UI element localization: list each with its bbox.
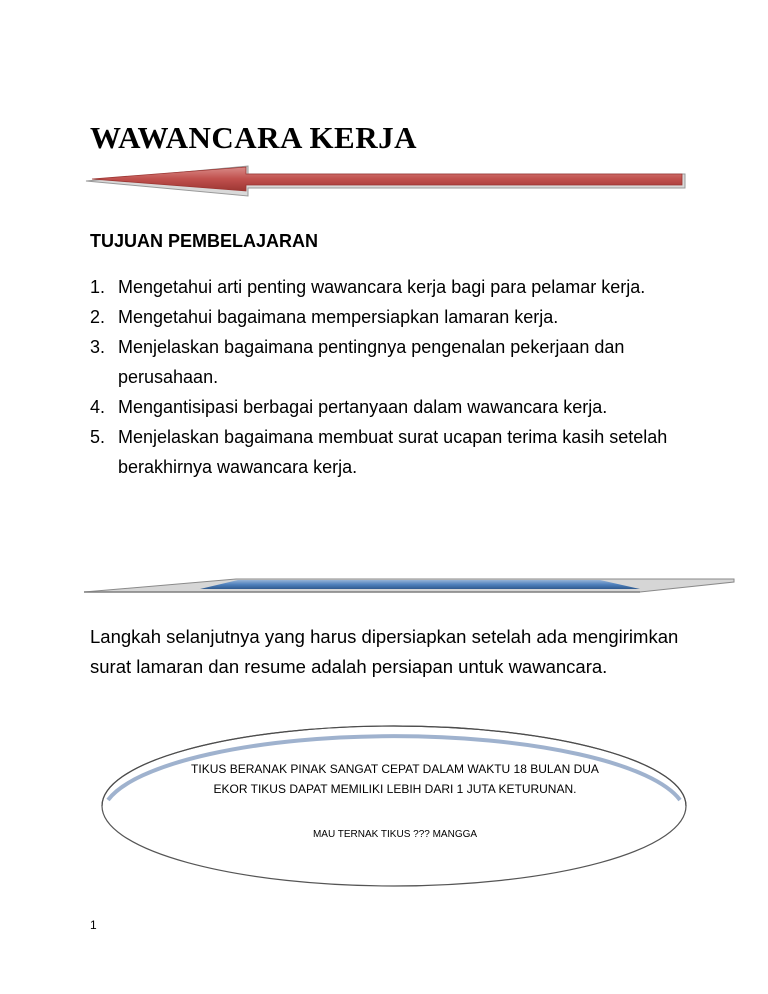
callout-subtext: MAU TERNAK TIKUS ??? MANGGA (312, 829, 478, 840)
intro-paragraph: Langkah selanjutnya yang harus dipersiapkan setelah ada mengirimkan surat lamaran dan resume adalah persiapan untuk wawancara. (90, 626, 679, 677)
page-number: 1 (90, 918, 97, 932)
list-text: Menjelaskan bagaimana pentingnya pengenalan pekerjaan dan perusahaan. (118, 337, 625, 387)
list-text: Mengetahui bagaimana mempersiapkan lamaran kerja. (118, 307, 559, 327)
list-text: Mengetahui arti penting wawancara kerja bagi para pelamar kerja. (118, 277, 646, 297)
list-number: 2. (90, 307, 106, 327)
list-number: 4. (90, 397, 106, 417)
list-number: 3. (90, 337, 106, 357)
list-number: 1. (90, 277, 106, 297)
list-text: Menjelaskan bagaimana membuat surat ucapan terima kasih setelah berakhirnya wawancara kerja. (118, 427, 668, 477)
callout-text: TIKUS BERANAK PINAK SANGAT CEPAT DALAM WAKTU 18 BULAN DUA EKOR TIKUS DAPAT MEMILIKI LEBIH DARI 1 JUTA KETURUNAN. (191, 762, 599, 796)
list-number: 5. (90, 427, 106, 447)
section-heading: TUJUAN PEMBELAJARAN (90, 231, 319, 251)
page-title: WAWANCARA KERJA (90, 120, 418, 155)
list-text: Mengantisipasi berbagai pertanyaan dalam wawancara kerja. (118, 397, 608, 417)
